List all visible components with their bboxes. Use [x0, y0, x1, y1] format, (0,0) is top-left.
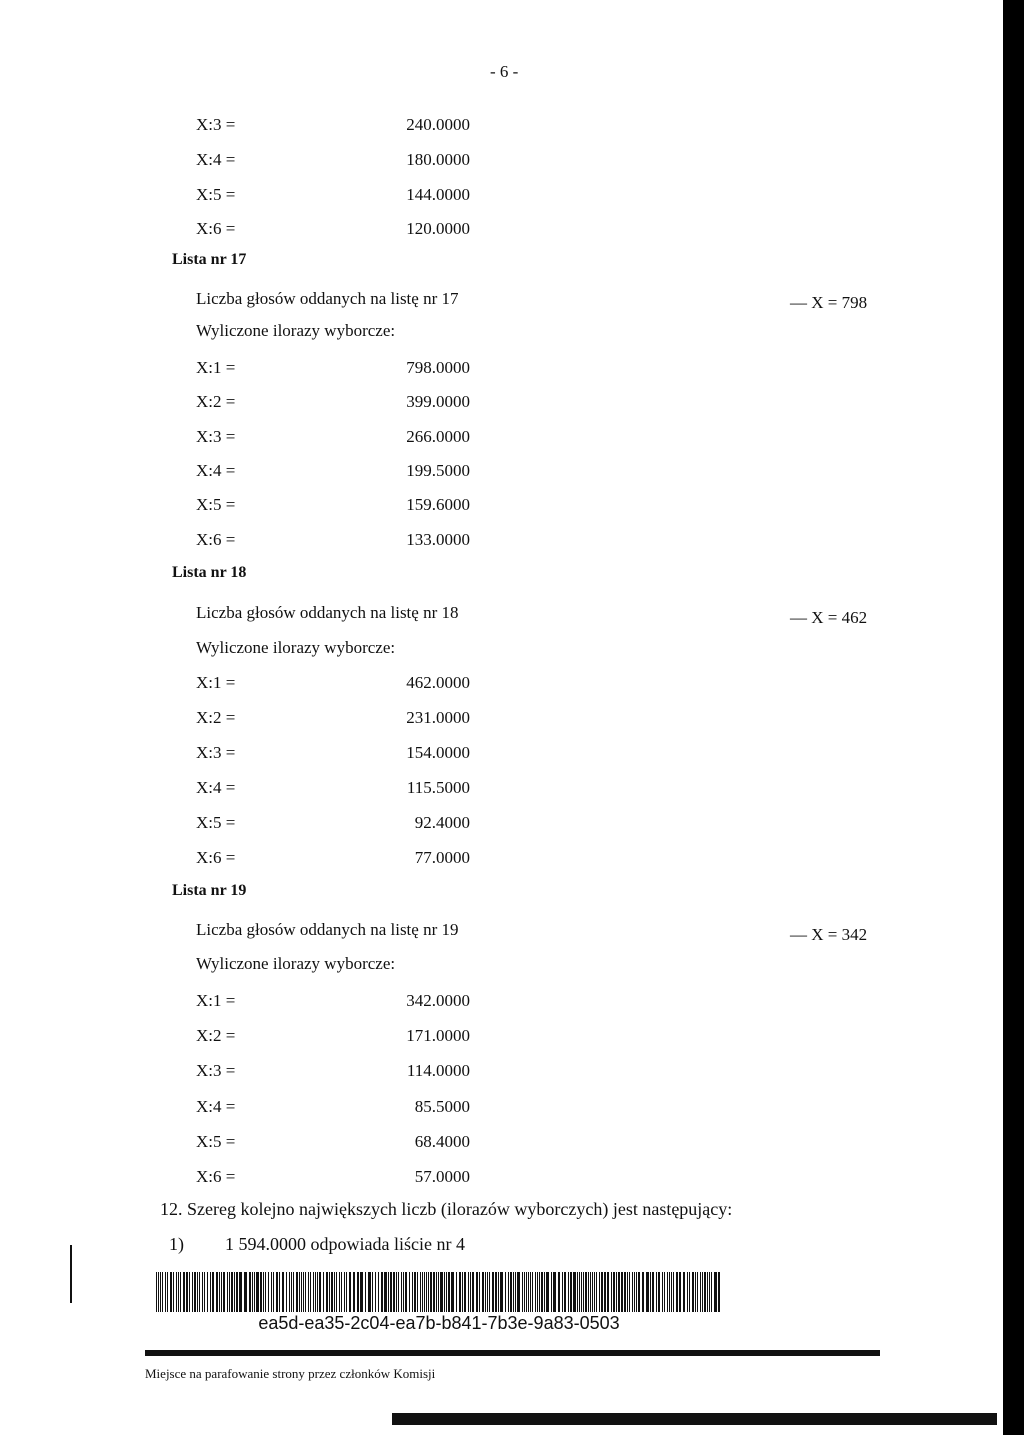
quotient-label: X:5 = — [196, 1132, 236, 1151]
quotient-label: X:3 = — [196, 427, 236, 446]
quotients-label: Wyliczone ilorazy wyborcze: — [196, 954, 396, 973]
quotient-label: X:2 = — [196, 392, 236, 411]
barcode — [156, 1272, 722, 1312]
quotient-label: X:1 = — [196, 358, 236, 377]
quotient-label: X:4 = — [196, 1097, 236, 1116]
quotient-value: 154.0000 — [406, 743, 470, 762]
votes-line: Liczba głosów oddanych na listę nr 19 — [196, 920, 459, 939]
ranking-text: 1 594.0000 odpowiada liście nr 4 — [225, 1234, 465, 1254]
page-number: - 6 - — [490, 62, 519, 81]
quotient-value: 77.0000 — [414, 848, 470, 867]
quotient-value: 114.0000 — [406, 1061, 470, 1080]
quotients-label: Wyliczone ilorazy wyborcze: — [196, 638, 396, 657]
quotient-value: 144.0000 — [406, 185, 470, 204]
margin-mark — [70, 1245, 72, 1303]
quotient-value: 342.0000 — [406, 991, 470, 1010]
votes-total: — X = 462 — [790, 608, 868, 627]
quotient-label: X:2 = — [196, 1026, 236, 1045]
quotient-label: X:3 = — [196, 115, 236, 134]
quotient-label: X:6 = — [196, 848, 236, 867]
quotient-value: 171.0000 — [406, 1026, 470, 1045]
quotient-value: 199.5000 — [406, 461, 470, 480]
quotient-value: 798.0000 — [406, 358, 470, 377]
quotient-value: 180.0000 — [406, 150, 470, 169]
quotient-label: X:3 = — [196, 743, 236, 762]
quotient-label: X:6 = — [196, 219, 236, 238]
list-heading: Lista nr 18 — [172, 564, 247, 581]
quotient-label: X:3 = — [196, 1061, 236, 1080]
quotient-value: 68.4000 — [414, 1132, 470, 1151]
ranking-number: 1) — [169, 1234, 184, 1254]
quotient-label: X:5 = — [196, 813, 236, 832]
quotient-label: X:1 = — [196, 991, 236, 1010]
quotient-label: X:4 = — [196, 778, 236, 797]
quotient-value: 120.0000 — [406, 219, 470, 238]
quotient-label: X:6 = — [196, 1167, 236, 1186]
footer-rule — [145, 1350, 880, 1356]
votes-total: — X = 798 — [790, 293, 868, 312]
list-heading: Lista nr 17 — [172, 251, 247, 268]
quotient-value: 266.0000 — [406, 427, 470, 446]
quotient-label: X:4 = — [196, 461, 236, 480]
quotient-value: 92.4000 — [414, 813, 470, 832]
quotients-label: Wyliczone ilorazy wyborcze: — [196, 321, 396, 340]
quotient-label: X:1 = — [196, 673, 236, 692]
quotient-value: 85.5000 — [414, 1097, 470, 1116]
quotient-label: X:6 = — [196, 530, 236, 549]
ranking-entry — [169, 1234, 465, 1255]
quotient-label: X:5 = — [196, 185, 236, 204]
votes-line: Liczba głosów oddanych na listę nr 18 — [196, 603, 459, 622]
quotient-label: X:2 = — [196, 708, 236, 727]
quotient-value: 462.0000 — [406, 673, 470, 692]
section-12-heading: 12. Szereg kolejno największych liczb (ilorazów wyborczych) jest następujący: — [160, 1199, 733, 1219]
votes-line: Liczba głosów oddanych na listę nr 17 — [196, 289, 459, 308]
quotient-label: X:4 = — [196, 150, 236, 169]
barcode-text: ea5d-ea35-2c04-ea7b-b841-7b3e-9a83-0503 — [258, 1313, 620, 1333]
quotient-value: 159.6000 — [406, 495, 470, 514]
scan-bar — [392, 1413, 997, 1425]
votes-total: — X = 342 — [790, 925, 868, 944]
quotient-value: 133.0000 — [406, 530, 470, 549]
quotient-value: 240.0000 — [406, 115, 470, 134]
quotient-value: 57.0000 — [414, 1167, 470, 1186]
quotient-label: X:5 = — [196, 495, 236, 514]
quotient-value: 231.0000 — [406, 708, 470, 727]
quotient-value: 115.5000 — [406, 778, 470, 797]
quotient-value: 399.0000 — [406, 392, 470, 411]
footer-text: Miejsce na parafowanie strony przez członków Komisji — [145, 1366, 436, 1381]
list-heading: Lista nr 19 — [172, 882, 247, 899]
